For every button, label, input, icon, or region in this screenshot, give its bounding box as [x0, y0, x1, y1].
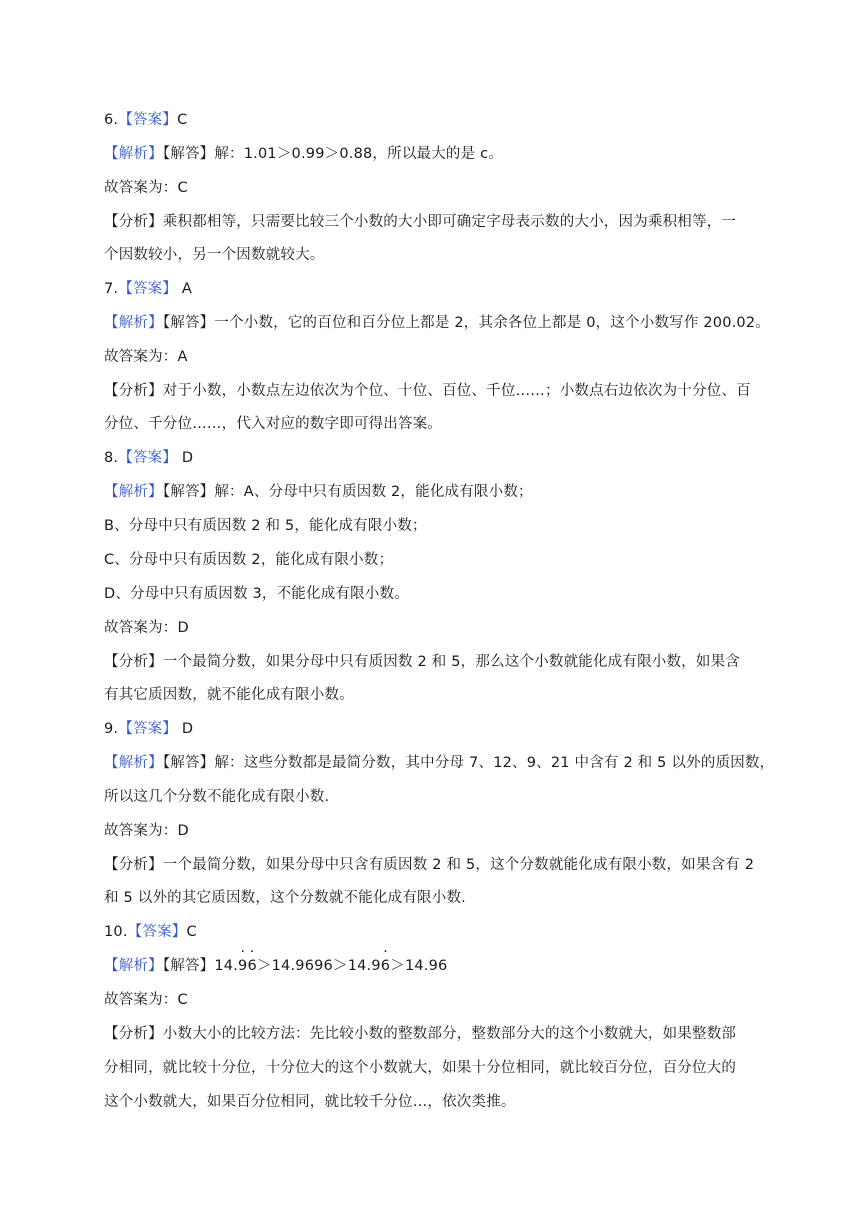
- q7-comment-line-1: 【分析】对于小数，小数点左边依次为个位、十位、百位、千位……；小数点右边依次为十分位、百: [104, 383, 751, 399]
- q10-number-1-base: 14.: [214, 958, 239, 974]
- q7-conclusion: 故答案为：A: [104, 349, 188, 365]
- q8-line-d: D、分母中只有质因数 3，不能化成有限小数。: [104, 586, 409, 602]
- q10-number: 10.: [104, 924, 128, 940]
- q8-number: 8.: [104, 450, 119, 466]
- q6-comment-line-1: 【分析】乘积都相等，只需要比较三个小数的大小即可确定字母表示数的大小，因为乘积相等，一: [104, 214, 737, 230]
- q10-repeating-digit-6b: · 6: [381, 956, 390, 976]
- q6-solution: 【解答】解：1.01＞0.99＞0.88，所以最大的是 c。: [162, 146, 503, 162]
- q10-gt-2: ＞: [333, 958, 348, 974]
- q9-comment-line-2: 和 5 以外的其它质因数，这个分数就不能化成有限小数.: [104, 890, 466, 906]
- q9-solution-1: 【解答】解：这些分数都是最简分数，其中分母 7、12、9、21 中含有 2 和 5 以外的质因数，: [162, 755, 775, 771]
- q10-answer-line: [104, 922, 764, 942]
- q6-conclusion: 故答案为：C: [104, 180, 188, 196]
- q6-number: 6.: [104, 112, 119, 128]
- q8-answer-value: D: [177, 450, 194, 466]
- q10-conclusion: 故答案为：C: [104, 992, 188, 1008]
- q9-comment-line-1: 【分析】一个最简分数，如果分母中只含有质因数 2 和 5，这个分数就能化成有限小数，如果含有 2: [104, 857, 755, 873]
- q9-answer-line: [104, 719, 764, 739]
- q10-number-4: 14.96: [404, 958, 448, 974]
- q10-gt-3: ＞: [390, 958, 405, 974]
- q8-line-c: C、分母中只有质因数 2，能化成有限小数；: [104, 552, 394, 568]
- q9-answer-value: D: [177, 721, 194, 737]
- q6-answer-line: [104, 110, 764, 130]
- q6-comment-line-2: 个因数较小，另一个因数就较大。: [104, 247, 325, 263]
- q6-solution-line: [104, 144, 764, 164]
- q7-answer-tag: 【答案】: [118, 281, 178, 297]
- q10-gt-1: ＞: [256, 958, 272, 974]
- q8-answer-tag: 【答案】: [118, 450, 178, 466]
- q8-conclusion: 故答案为：D: [104, 620, 189, 636]
- q9-answer-tag: 【答案】: [118, 721, 178, 737]
- q10-comment-line-1: 【分析】小数大小的比较方法：先比较小数的整数部分，整数部分大的这个小数就大，如果整数部: [104, 1026, 737, 1042]
- q10-comment-line-3: 这个小数就大，如果百分位相同，就比较千分位…，依次类推。: [104, 1094, 516, 1110]
- q8-line-b: B、分母中只有质因数 2 和 5，能化成有限小数；: [104, 518, 427, 534]
- q10-repeating-digit-9: · 9: [238, 956, 247, 976]
- q7-answer-line: [104, 279, 764, 299]
- q10-analysis-tag: 【解析】: [104, 958, 163, 974]
- q9-analysis-tag: 【解析】: [104, 755, 163, 771]
- q10-answer-value: C: [186, 924, 197, 940]
- q7-comment-line-2: 分位、千分位……，代入对应的数字即可得出答案。: [104, 416, 443, 432]
- q10-repeating-digit-6: · 6: [247, 956, 256, 976]
- q10-solution-line: [104, 956, 764, 976]
- q10-answer-tag: 【答案】: [127, 924, 187, 940]
- q8-analysis-tag: 【解析】: [104, 484, 163, 500]
- q6-analysis-tag: 【解析】: [104, 146, 163, 162]
- q8-comment-line-2: 有其它质因数，就不能化成有限小数。: [104, 687, 354, 703]
- q9-number: 9.: [104, 721, 119, 737]
- q10-number-3-base: 14.9: [347, 958, 381, 974]
- q8-solution-line: [104, 482, 764, 502]
- q7-solution: 【解答】一个小数，它的百位和百分位上都是 2，其余各位上都是 0，这个小数写作 200.02。: [162, 315, 770, 331]
- q10-number-2: 14.9696: [271, 958, 333, 974]
- q10-solution-tag: 【解答】: [162, 958, 215, 974]
- q7-analysis-tag: 【解析】: [104, 315, 163, 331]
- q6-answer-value: C: [177, 112, 188, 128]
- q8-answer-line: [104, 448, 764, 468]
- q8-comment-line-1: 【分析】一个最简分数，如果分母中只有质因数 2 和 5，那么这个小数就能化成有限小数，如果含: [104, 654, 740, 670]
- q10-comment-line-2: 分相同，就比较十分位，十分位大的这个小数就大，如果十分位相同，就比较百分位，百分位大的: [104, 1060, 737, 1076]
- q7-answer-value: A: [177, 281, 192, 297]
- q8-solution: 【解答】解：A、分母中只有质因数 2，能化成有限小数；: [162, 484, 533, 500]
- q7-solution-line: [104, 313, 770, 333]
- q6-answer-tag: 【答案】: [118, 112, 178, 128]
- q9-solution-line-2: 所以这几个分数不能化成有限小数.: [104, 789, 330, 805]
- q9-conclusion: 故答案为：D: [104, 823, 189, 839]
- q7-number: 7.: [104, 281, 119, 297]
- q9-solution-line-1: [104, 753, 775, 773]
